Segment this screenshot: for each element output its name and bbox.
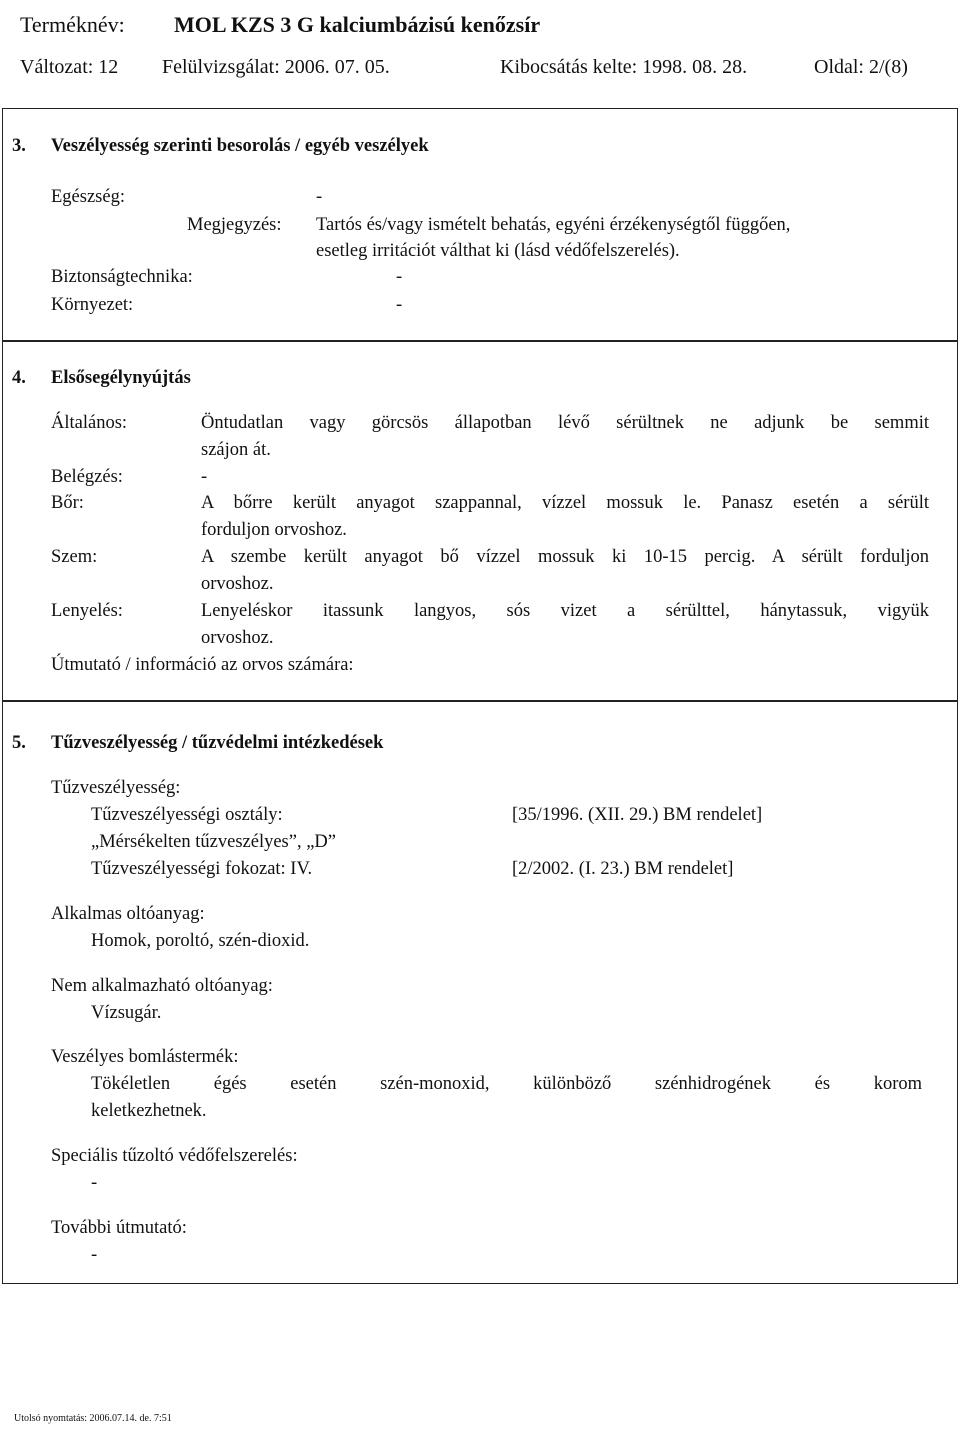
skin-line-1: A bőrre került anyagot szappannal, vízzel mossuk le. Panasz esetén a sérült <box>201 493 929 513</box>
general-line-1: Öntudatlan vagy görcsös állapotban lévő sérültnek ne adjunk be semmit <box>201 413 929 433</box>
product-name: MOL KZS 3 G kalciumbázisú kenőzsír <box>174 12 541 37</box>
doctor-info-label: Útmutató / információ az orvos számára: <box>51 655 354 675</box>
fire-class-value: „Mérsékelten tűzveszélyes”, „D” <box>91 832 336 852</box>
health-label: Egészség: <box>51 187 125 207</box>
safety-value: - <box>396 267 403 287</box>
issue-date: Kibocsátás kelte: 1998. 08. 28. <box>500 56 748 78</box>
general-line-2: szájon át. <box>201 440 271 460</box>
section-3-title: Veszélyesség szerinti besorolás / egyéb veszélyek <box>51 136 429 156</box>
further-guidance-value: - <box>91 1245 98 1265</box>
revision-date: Felülvizsgálat: 2006. 07. 05. <box>162 56 390 78</box>
skin-label: Bőr: <box>51 493 84 513</box>
environment-value: - <box>396 295 403 315</box>
extinguishing-agent-label: Alkalmas oltóanyag: <box>51 904 205 924</box>
version: Változat: 12 <box>20 56 119 78</box>
section-3-number: 3. <box>12 136 26 156</box>
further-guidance-label: További útmutató: <box>51 1218 187 1238</box>
decomposition-line-1: Tökéletlen égés esetén szén-monoxid, különböző szénhidrogének és korom <box>91 1074 922 1094</box>
page-number: Oldal: 2/(8) <box>814 56 908 78</box>
note-label: Megjegyzés: <box>187 215 282 235</box>
skin-line-2: forduljon orvoshoz. <box>201 520 347 540</box>
decomposition-line-2: keletkezhetnek. <box>91 1101 207 1121</box>
note-line-2: esetleg irritációt válthat ki (lásd védőfelszerelés). <box>316 241 680 261</box>
inhalation-value: - <box>201 467 208 487</box>
fire-class-reference: [35/1996. (XII. 29.) BM rendelet] <box>512 805 763 825</box>
fire-class-label: Tűzveszélyességi osztály: <box>91 805 283 825</box>
firefighter-ppe-value: - <box>91 1173 98 1193</box>
section-5-number: 5. <box>12 733 26 753</box>
health-value: - <box>316 187 323 207</box>
note-line-1: Tartós és/vagy ismételt behatás, egyéni érzékenységtől függően, <box>316 215 791 235</box>
environment-label: Környezet: <box>51 295 134 315</box>
last-printed: Utolsó nyomtatás: 2006.07.14. de. 7:51 <box>14 1413 172 1424</box>
firefighter-ppe-label: Speciális tűzoltó védőfelszerelés: <box>51 1146 298 1166</box>
ingestion-label: Lenyelés: <box>51 601 123 621</box>
fire-hazard-label: Tűzveszélyesség: <box>51 778 181 798</box>
eye-line-2: orvoshoz. <box>201 574 274 594</box>
safety-label: Biztonságtechnika: <box>51 267 193 287</box>
section-4-number: 4. <box>12 368 26 388</box>
unsuitable-agent-label: Nem alkalmazható oltóanyag: <box>51 976 273 996</box>
eye-line-1: A szembe került anyagot bő vízzel mossuk ki 10-15 percig. A sérült forduljon <box>201 547 929 567</box>
decomposition-label: Veszélyes bomlástermék: <box>51 1047 239 1067</box>
unsuitable-agent-value: Vízsugár. <box>91 1003 162 1023</box>
section-5-title: Tűzveszélyesség / tűzvédelmi intézkedések <box>51 733 384 753</box>
fire-grade-reference: [2/2002. (I. 23.) BM rendelet] <box>512 859 734 879</box>
fire-grade-label: Tűzveszélyességi fokozat: IV. <box>91 859 313 879</box>
section-4-box <box>2 340 958 702</box>
ingestion-line-2: orvoshoz. <box>201 628 274 648</box>
general-label: Általános: <box>51 413 128 433</box>
inhalation-label: Belégzés: <box>51 467 123 487</box>
ingestion-line-1: Lenyeléskor itassunk langyos, sós vizet a sérülttel, hánytassuk, vigyük <box>201 601 929 621</box>
product-label: Terméknév: <box>20 12 125 37</box>
eye-label: Szem: <box>51 547 98 567</box>
section-4-title: Elsősegélynyújtás <box>51 368 191 388</box>
extinguishing-agent-value: Homok, poroltó, szén-dioxid. <box>91 931 310 951</box>
